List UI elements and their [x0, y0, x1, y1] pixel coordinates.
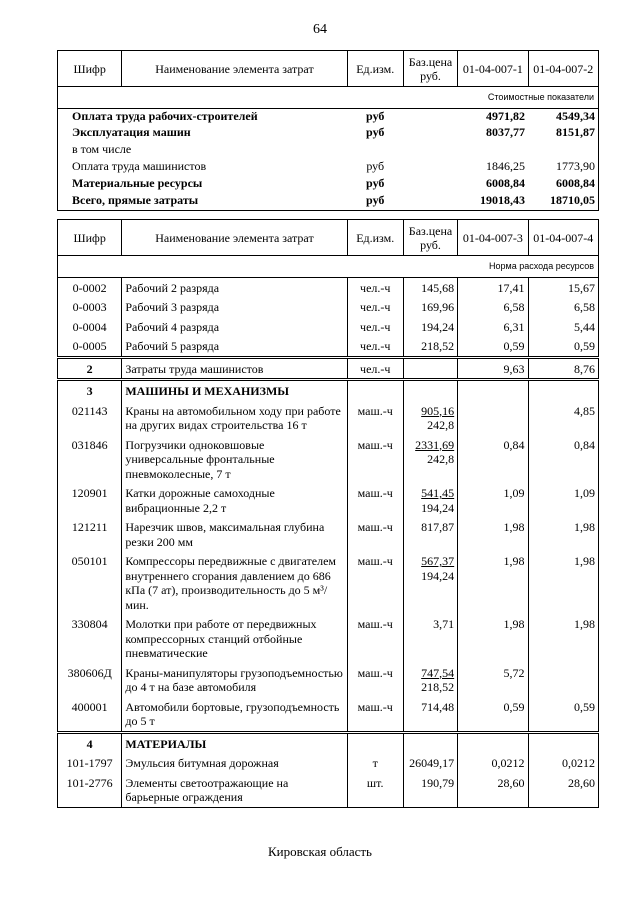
- row-value-1: 0,59: [458, 697, 528, 733]
- row-base-price: [403, 108, 457, 125]
- base-price-value: 567,37: [421, 554, 455, 568]
- row-value-1: 19018,43: [458, 193, 528, 210]
- row-value-2: [528, 663, 598, 697]
- header-code: Шифр: [58, 51, 122, 87]
- row-base-price: [403, 773, 457, 808]
- row-unit: [347, 142, 403, 159]
- row-value-2: 0,0212: [528, 753, 598, 773]
- row-unit: маш.-ч: [347, 551, 403, 614]
- cost-row: [58, 176, 599, 193]
- row-unit: руб: [366, 176, 385, 190]
- row-base-price: [403, 193, 457, 210]
- header-unit: Ед.изм.: [347, 220, 403, 256]
- base-price-value: 190,79: [421, 775, 455, 790]
- machinist-row: [58, 357, 599, 380]
- machinist-wage-value: 242,8: [427, 452, 455, 466]
- machinist-wage-value: 194,24: [421, 568, 455, 583]
- resource-norms-table: [57, 219, 599, 808]
- row-name: Рабочий 3 разряда: [122, 297, 347, 317]
- base-price-value: 194,24: [421, 319, 455, 334]
- row-value-1: 6008,84: [486, 176, 526, 190]
- row-value-1: 6,58: [458, 297, 528, 317]
- row-unit: руб: [366, 159, 385, 173]
- row-unit: чел.-ч: [347, 317, 403, 337]
- row-unit: маш.-ч: [347, 614, 403, 663]
- row-name: Оплата труда машинистов: [58, 159, 348, 176]
- row-value-1: 6,31: [458, 317, 528, 337]
- row-value-2: 1,98: [528, 614, 598, 663]
- row-base-price: [403, 357, 457, 380]
- row-unit: [347, 380, 403, 401]
- row-value-1: 1,98: [458, 517, 528, 551]
- row-base-price: [403, 142, 457, 159]
- row-code: 120901: [58, 483, 122, 517]
- row-base-price: [403, 159, 457, 176]
- machine-row: [58, 435, 599, 484]
- row-name: Рабочий 5 разряда: [122, 336, 347, 357]
- cost-row: [58, 193, 599, 210]
- machine-row: [58, 401, 599, 435]
- row-name: Рабочий 4 разряда: [122, 317, 347, 337]
- row-base-price: [403, 483, 457, 517]
- row-name: Молотки при работе от передвижных компрессорных станций отбойные пневматические: [122, 614, 347, 663]
- row-value-2: 1,98: [528, 551, 598, 614]
- row-value-2: 1,98: [528, 517, 598, 551]
- row-name: Компрессоры передвижные с двигателем внутреннего сгорания давлением до 686 кПа (7 ат), производительность до 5 м³/мин.: [122, 551, 347, 614]
- machine-row: [58, 614, 599, 663]
- row-value-1: 1846,25: [486, 159, 526, 173]
- base-price-value: 169,96: [421, 300, 455, 314]
- row-value-1: [458, 142, 528, 159]
- row-base-price: [403, 697, 457, 733]
- row-value-1: 0,0212: [458, 753, 528, 773]
- row-name: Катки дорожные самоходные вибрационные 2,2 т: [122, 483, 347, 517]
- header-col-007-3: 01-04-007-3: [458, 220, 528, 256]
- base-price-value: 747,54: [421, 665, 455, 680]
- machine-row: [58, 663, 599, 697]
- row-value-2: 0,59: [528, 697, 598, 733]
- row-value-2: 28,60: [528, 773, 598, 808]
- row-value-1: [458, 380, 528, 401]
- machine-row: [58, 551, 599, 614]
- base-price-value: 2331,69: [415, 437, 455, 452]
- header-code: Шифр: [58, 220, 122, 256]
- cost-row: [58, 125, 599, 142]
- row-value-1: [458, 732, 528, 753]
- header-base-price: Баз.цена руб.: [403, 51, 457, 87]
- row-base-price: [403, 614, 457, 663]
- worker-row: [58, 277, 599, 297]
- row-code: 2: [58, 357, 122, 380]
- row-unit: руб: [366, 108, 385, 123]
- row-code: 121211: [58, 517, 122, 551]
- base-price-value: 905,16: [421, 403, 455, 418]
- row-base-price: [403, 380, 457, 401]
- row-code: 0-0004: [58, 317, 122, 337]
- row-value-2: 0,59: [528, 336, 598, 357]
- row-name: МАТЕРИАЛЫ: [122, 732, 347, 753]
- row-name: Всего, прямые затраты: [58, 193, 348, 210]
- row-value-1: 0,59: [458, 336, 528, 357]
- row-code: 021143: [58, 401, 122, 435]
- base-price-value: 817,87: [421, 520, 455, 534]
- row-base-price: [403, 176, 457, 193]
- row-value-2: 18710,05: [528, 193, 598, 210]
- header-col-007-2: 01-04-007-2: [528, 51, 598, 87]
- row-name: Погрузчики одноковшовые универсальные фронтальные пневмоколесные, 7 т: [122, 435, 347, 484]
- row-code: 3: [58, 380, 122, 401]
- row-value-2: 4,85: [528, 401, 598, 435]
- base-price-value: 714,48: [421, 699, 455, 714]
- row-value-2: 0,84: [528, 435, 598, 484]
- row-code: 101-2776: [58, 773, 122, 808]
- row-value-2: 6,58: [528, 297, 598, 317]
- material-row: [58, 753, 599, 773]
- base-price-value: 145,68: [421, 280, 455, 295]
- row-code: 031846: [58, 435, 122, 484]
- row-value-1: 1,98: [458, 614, 528, 663]
- row-unit: маш.-ч: [347, 401, 403, 435]
- row-value-2: [528, 380, 598, 401]
- row-value-1: 1,98: [458, 551, 528, 614]
- row-code: 101-1797: [58, 753, 122, 773]
- row-value-1: [458, 401, 528, 435]
- row-unit: маш.-ч: [347, 483, 403, 517]
- row-code: 4: [58, 732, 122, 753]
- footer-region: Кировская область: [267, 844, 372, 859]
- row-code: 400001: [58, 697, 122, 733]
- worker-row: [58, 336, 599, 357]
- row-value-1: 9,63: [458, 357, 528, 380]
- header-base-price: Баз.цена руб.: [403, 220, 457, 256]
- material-row: [58, 773, 599, 808]
- row-name: Автомобили бортовые, грузоподъемность до 5 т: [122, 697, 347, 733]
- row-name: в том числе: [58, 142, 348, 159]
- row-unit: [347, 732, 403, 753]
- row-base-price: [403, 401, 457, 435]
- header-col-007-1: 01-04-007-1: [458, 51, 528, 87]
- row-base-price: [403, 125, 457, 142]
- row-base-price: [403, 297, 457, 317]
- row-base-price: [403, 277, 457, 297]
- row-unit: чел.-ч: [347, 277, 403, 297]
- row-value-2: [528, 732, 598, 753]
- row-value-2: 1773,90: [528, 159, 598, 176]
- row-name: Эксплуатация машин: [58, 125, 348, 142]
- row-value-2: 15,67: [528, 277, 598, 297]
- row-name: Оплата труда рабочих-строителей: [58, 108, 348, 125]
- header-col-007-4: 01-04-007-4: [528, 220, 598, 256]
- row-name: Краны-манипуляторы грузоподъемностью до 4 т на базе автомобиля: [122, 663, 347, 697]
- row-unit: маш.-ч: [347, 517, 403, 551]
- row-unit: руб: [347, 193, 403, 210]
- row-name: Нарезчик швов, максимальная глубина резки 200 мм: [122, 517, 347, 551]
- row-value-2: 6008,84: [528, 176, 598, 193]
- machine-row: [58, 517, 599, 551]
- row-code: 330804: [58, 614, 122, 663]
- header-name: Наименование элемента затрат: [122, 220, 347, 256]
- worker-row: [58, 297, 599, 317]
- base-price-value: 541,45: [421, 486, 455, 500]
- row-value-2: 8,76: [528, 357, 598, 380]
- base-price-value: 26049,17: [409, 756, 455, 770]
- cost-subheader: Стоимостные показатели: [58, 87, 599, 109]
- row-name: Эмульсия битумная дорожная: [122, 753, 347, 773]
- header-unit: Ед.изм.: [347, 51, 403, 87]
- base-price-value: 3,71: [433, 617, 455, 631]
- section-materials: [58, 732, 599, 753]
- row-unit: маш.-ч: [347, 435, 403, 484]
- row-value-1: 1,09: [458, 483, 528, 517]
- row-unit: маш.-ч: [347, 663, 403, 697]
- row-code: 380606Д: [58, 663, 122, 697]
- row-value-2: 8151,87: [528, 125, 598, 142]
- row-value-1: 28,60: [458, 773, 528, 808]
- norms-subheader: Норма расхода ресурсов: [58, 256, 599, 278]
- machinist-wage-value: 194,24: [421, 500, 455, 515]
- row-unit: т: [347, 753, 403, 773]
- row-name: Рабочий 2 разряда: [122, 277, 347, 297]
- worker-row: [58, 317, 599, 337]
- row-code: 0-0005: [58, 336, 122, 357]
- row-unit: маш.-ч: [347, 697, 403, 733]
- row-unit: чел.-ч: [347, 336, 403, 357]
- row-value-1: 5,72: [458, 663, 528, 697]
- row-name: Материальные ресурсы: [58, 176, 348, 193]
- row-name: Элементы светоотражающие на барьерные ограждения: [122, 773, 347, 808]
- machine-row: [58, 697, 599, 733]
- cost-indicators-table: [57, 50, 599, 211]
- row-value-2: 5,44: [528, 317, 598, 337]
- row-base-price: [403, 663, 457, 697]
- row-value-1: 0,84: [458, 435, 528, 484]
- cost-row: [58, 108, 599, 125]
- page-number: 64: [313, 22, 327, 37]
- row-base-price: [403, 732, 457, 753]
- row-value-1: 17,41: [458, 277, 528, 297]
- row-base-price: [403, 753, 457, 773]
- row-value-2: [528, 142, 598, 159]
- row-value-2: 1,09: [528, 483, 598, 517]
- cost-row: [58, 142, 599, 159]
- row-name: МАШИНЫ И МЕХАНИЗМЫ: [122, 380, 347, 401]
- row-unit: руб: [366, 125, 385, 139]
- row-unit: шт.: [347, 773, 403, 808]
- header-name: Наименование элемента затрат: [122, 51, 347, 87]
- section-machines: [58, 380, 599, 401]
- row-base-price: [403, 517, 457, 551]
- row-base-price: [403, 336, 457, 357]
- row-unit: чел.-ч: [347, 357, 403, 380]
- row-code: 0-0003: [58, 297, 122, 317]
- row-unit: чел.-ч: [347, 297, 403, 317]
- row-base-price: [403, 317, 457, 337]
- row-value-2: 4549,34: [528, 108, 598, 125]
- row-code: 050101: [58, 551, 122, 614]
- base-price-value: 218,52: [421, 339, 455, 353]
- cost-row: [58, 159, 599, 176]
- machinist-wage-value: 242,8: [427, 418, 455, 432]
- row-base-price: [403, 435, 457, 484]
- machine-row: [58, 483, 599, 517]
- machinist-wage-value: 218,52: [421, 680, 455, 694]
- row-name: Краны на автомобильном ходу при работе на других видах строительства 16 т: [122, 401, 347, 435]
- row-name: Затраты труда машинистов: [122, 357, 347, 380]
- row-base-price: [403, 551, 457, 614]
- row-value-1: 4971,82: [486, 108, 526, 123]
- row-code: 0-0002: [58, 277, 122, 297]
- row-value-1: 8037,77: [486, 125, 526, 139]
